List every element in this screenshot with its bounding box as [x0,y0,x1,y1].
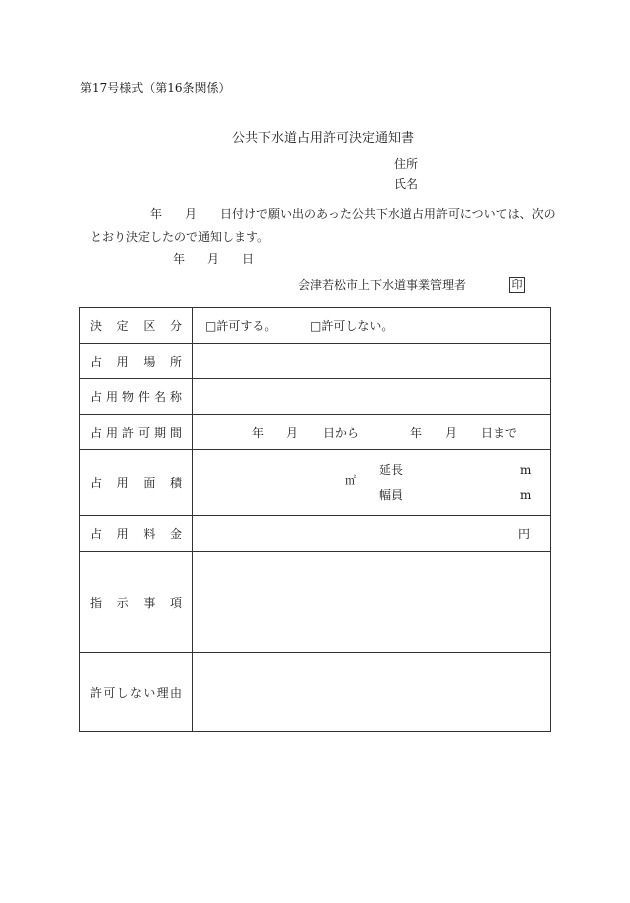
period-from-year: 年 [252,426,265,440]
row-location [80,344,551,379]
period-from-month: 月 [286,426,299,440]
row-instructions [80,552,551,653]
fee-label: 占用料金 [90,527,182,541]
instructions-label-cell [80,552,193,653]
name-label: 氏名 [394,177,419,191]
permit-checkbox-option[interactable]: □許可する。 [205,319,277,333]
form-number: 第17号様式（第16条関係） [80,81,231,95]
fee-unit: 円 [518,527,531,541]
object-name-label-cell [80,379,193,415]
issue-date-month: 月 [207,252,220,266]
seal-stamp: 印 [509,277,525,293]
period-to-day: 日まで [481,426,518,440]
document-title: 公共下水道占用許可決定通知書 [232,131,415,146]
period-from-day: 日から [323,426,360,440]
location-label: 占用場所 [90,354,182,369]
area-label: 占用面積 [90,476,182,490]
object-name-label: 占用物件名称 [90,390,182,404]
object-name-value-cell[interactable] [193,379,551,415]
row-denial-reason [80,653,551,732]
period-to-month: 月 [445,426,458,440]
location-label-cell [80,344,193,379]
location-value-cell[interactable] [193,344,551,379]
body-line-2: とおり決定したので通知します。 [90,230,270,244]
row-fee [80,516,551,552]
denial-reason-label-cell [80,653,193,732]
denial-reason-label: 許可しない理由 [90,685,182,700]
issue-date-day: 日 [242,252,255,266]
instructions-label: 指示事項 [90,595,182,610]
denial-reason-value-cell[interactable] [193,653,551,732]
length-unit: m [520,463,532,477]
row-period [80,415,551,450]
decision-label-cell [80,308,193,344]
issuer-name: 会津若松市上下水道事業管理者 [298,278,467,292]
fee-label-cell [80,516,193,552]
period-value-cell[interactable] [193,415,551,450]
row-decision [80,308,551,344]
length-label: 延長 [379,463,404,477]
address-label: 住所 [394,157,419,171]
deny-checkbox-option[interactable]: □許可しない。 [310,319,394,333]
body-date-month: 月 [185,207,198,221]
period-to-year: 年 [410,426,423,440]
permit-table [79,307,551,732]
width-label: 幅員 [379,488,404,502]
issue-date-year: 年 [173,252,186,266]
fee-value-cell[interactable] [193,516,551,552]
row-object-name [80,379,551,415]
area-label-cell [80,450,193,516]
decision-value-cell [193,308,551,344]
decision-label: 決定区分 [90,319,182,333]
width-unit: m [520,488,532,502]
body-line-1: 日付けで願い出のあった公共下水道占用許可については、次の [220,207,556,221]
period-label: 占用許可期間 [90,425,182,440]
area-value-cell[interactable] [193,450,551,516]
period-label-cell [80,415,193,450]
row-area [80,450,551,516]
body-date-year: 年 [150,207,163,221]
instructions-value-cell[interactable] [193,552,551,653]
area-sqm-unit: ㎡ [345,474,356,487]
